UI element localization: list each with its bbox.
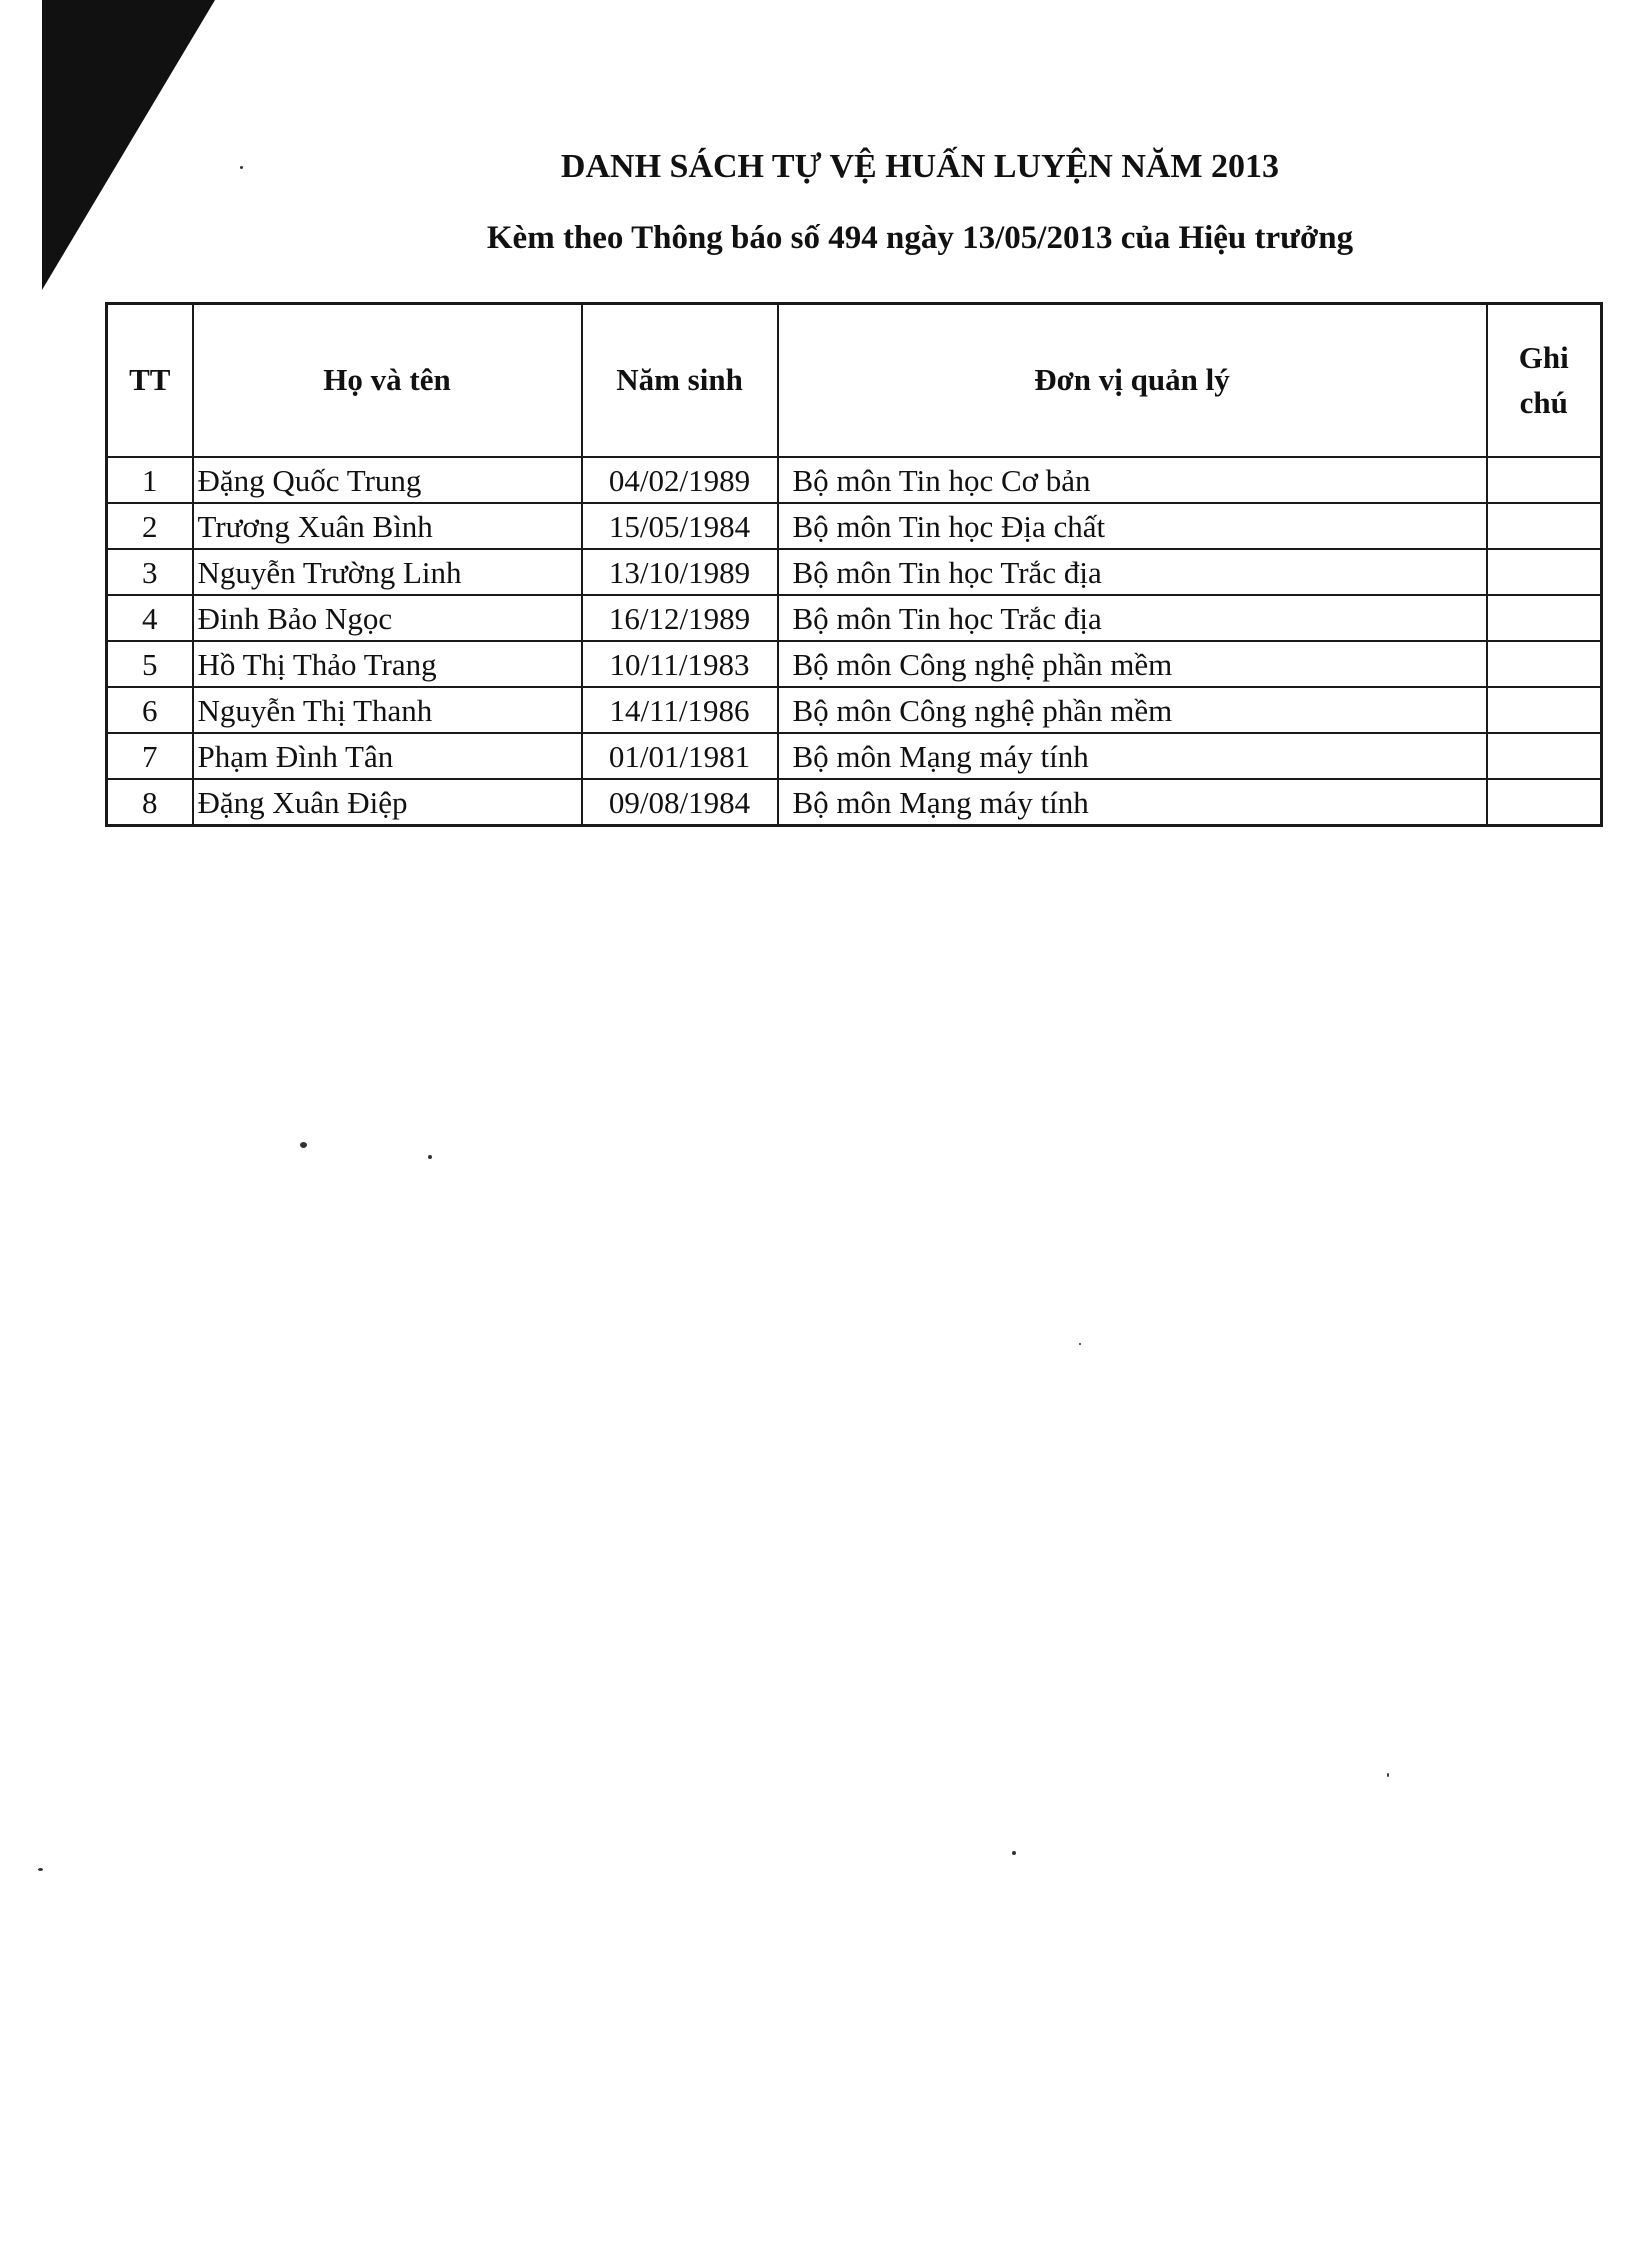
cell-note: [1487, 641, 1602, 687]
cell-no: 8: [107, 779, 193, 826]
cell-birth: 01/01/1981: [582, 733, 778, 779]
scan-speck: [1387, 1773, 1389, 1777]
cell-note: [1487, 779, 1602, 826]
cell-unit: Bộ môn Công nghệ phần mềm: [778, 641, 1487, 687]
scan-speck: [38, 1868, 43, 1871]
cell-note: [1487, 457, 1602, 503]
cell-no: 3: [107, 549, 193, 595]
cell-unit: Bộ môn Tin học Địa chất: [778, 503, 1487, 549]
cell-note: [1487, 733, 1602, 779]
cell-birth: 14/11/1986: [582, 687, 778, 733]
cell-name: Hồ Thị Thảo Trang: [193, 641, 582, 687]
table-row: [107, 503, 1602, 549]
cell-no: 1: [107, 457, 193, 503]
table-header-row: [107, 304, 1602, 458]
cell-unit: Bộ môn Tin học Trắc địa: [778, 595, 1487, 641]
cell-unit: Bộ môn Tin học Trắc địa: [778, 549, 1487, 595]
cell-birth: 09/08/1984: [582, 779, 778, 826]
roster-table: [105, 302, 1603, 827]
table-row: [107, 595, 1602, 641]
cell-unit: Bộ môn Mạng máy tính: [778, 779, 1487, 826]
table-row: [107, 733, 1602, 779]
table-row: [107, 457, 1602, 503]
scan-speck: [300, 1142, 307, 1148]
cell-no: 5: [107, 641, 193, 687]
cell-birth: 15/05/1984: [582, 503, 778, 549]
cell-unit: Bộ môn Tin học Cơ bản: [778, 457, 1487, 503]
header-no: TT: [107, 304, 193, 458]
cell-no: 7: [107, 733, 193, 779]
document-subtitle: Kèm theo Thông báo số 494 ngày 13/05/2013 của Hiệu trưởng: [486, 220, 1354, 256]
cell-name: Nguyễn Thị Thanh: [193, 687, 582, 733]
cell-name: Đinh Bảo Ngọc: [193, 595, 582, 641]
cell-unit: Bộ môn Mạng máy tính: [778, 733, 1487, 779]
cell-note: [1487, 503, 1602, 549]
cell-birth: 04/02/1989: [582, 457, 778, 503]
header-note: Ghi chú: [1487, 304, 1602, 458]
cell-no: 4: [107, 595, 193, 641]
cell-name: Trương Xuân Bình: [193, 503, 582, 549]
scan-speck: [1012, 1851, 1016, 1855]
scan-speck: [428, 1155, 432, 1159]
cell-name: Nguyễn Trường Linh: [193, 549, 582, 595]
header-unit: Đơn vị quản lý: [778, 304, 1487, 458]
cell-note: [1487, 687, 1602, 733]
header-name: Họ và tên: [193, 304, 582, 458]
cell-name: Đặng Quốc Trung: [193, 457, 582, 503]
cell-note: [1487, 549, 1602, 595]
scan-speck: [1079, 1343, 1081, 1345]
cell-birth: 13/10/1989: [582, 549, 778, 595]
cell-birth: 16/12/1989: [582, 595, 778, 641]
table-row: [107, 779, 1602, 826]
document-title: DANH SÁCH TỰ VỆ HUẤN LUYỆN NĂM 2013: [560, 148, 1280, 185]
cell-name: Đặng Xuân Điệp: [193, 779, 582, 826]
cell-note: [1487, 595, 1602, 641]
cell-unit: Bộ môn Công nghệ phần mềm: [778, 687, 1487, 733]
header-birth: Năm sinh: [582, 304, 778, 458]
table-row: [107, 687, 1602, 733]
table-row: [107, 549, 1602, 595]
table-row: [107, 641, 1602, 687]
cell-no: 2: [107, 503, 193, 549]
cell-birth: 10/11/1983: [582, 641, 778, 687]
cell-name: Phạm Đình Tân: [193, 733, 582, 779]
cell-no: 6: [107, 687, 193, 733]
